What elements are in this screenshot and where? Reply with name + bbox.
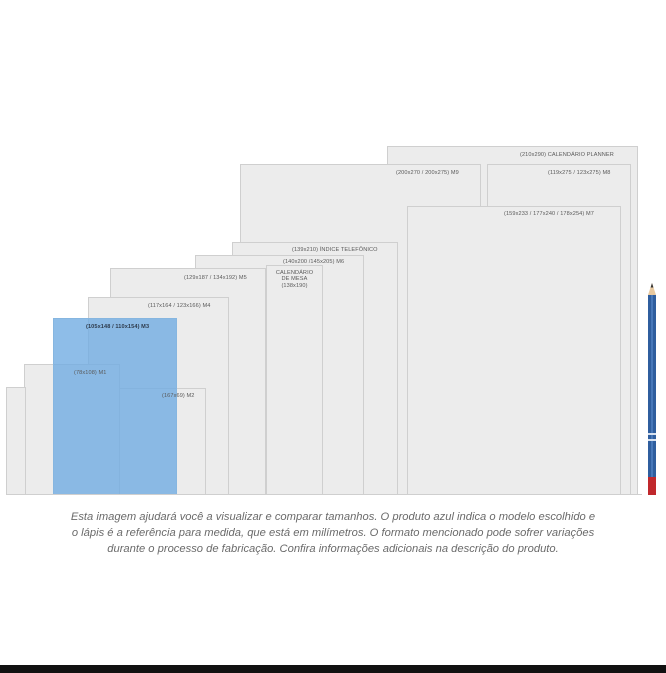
bottom-bar (0, 665, 666, 673)
pencil-icon (645, 283, 659, 495)
label-m7: (159x233 / 177x240 / 178x254) M7 (504, 211, 594, 217)
label-m4: (117x164 / 123x166) M4 (148, 303, 211, 309)
caption-line-3: durante o processo de fabricação. Confira informações adicionais na descrição do produto. (107, 543, 559, 555)
label-m3-selected: (105x148 / 110x154) M3 (86, 324, 150, 330)
label-m1: (78x108) M1 (74, 370, 107, 376)
caption-line-2: o lápis é a referência para medida, que está em milímetros. O formato mencionado pode sofrer variações (71, 527, 595, 539)
label-m8: (119x275 / 123x275) M8 (548, 170, 611, 176)
label-calendario-planner: (210x290) CALENDÁRIO PLANNER (520, 152, 614, 158)
label-m5: (129x187 / 134x192) M5 (184, 275, 247, 281)
label-calendario-de-mesa: CALENDÁRIO DE MESA (138x190) (275, 270, 314, 289)
caption (30, 509, 636, 557)
rect-m7 (407, 206, 621, 495)
rect-m3-selected (53, 318, 177, 495)
label-indice-telefonico: (139x210) ÍNDICE TELEFÔNICO (292, 247, 378, 253)
rect-calendario-de-mesa (266, 265, 323, 495)
label-m9: (200x270 / 200x275) M9 (396, 170, 459, 176)
baseline (6, 494, 642, 495)
rect-small-left (6, 387, 26, 495)
label-m6: (140x200 /145x205) M6 (283, 259, 345, 265)
caption-line-1: Esta imagem ajudará você a visualizar e comparar tamanhos. O produto azul indica o modelo escolhido e (70, 511, 596, 523)
label-m2: (167x69) M2 (162, 393, 195, 399)
